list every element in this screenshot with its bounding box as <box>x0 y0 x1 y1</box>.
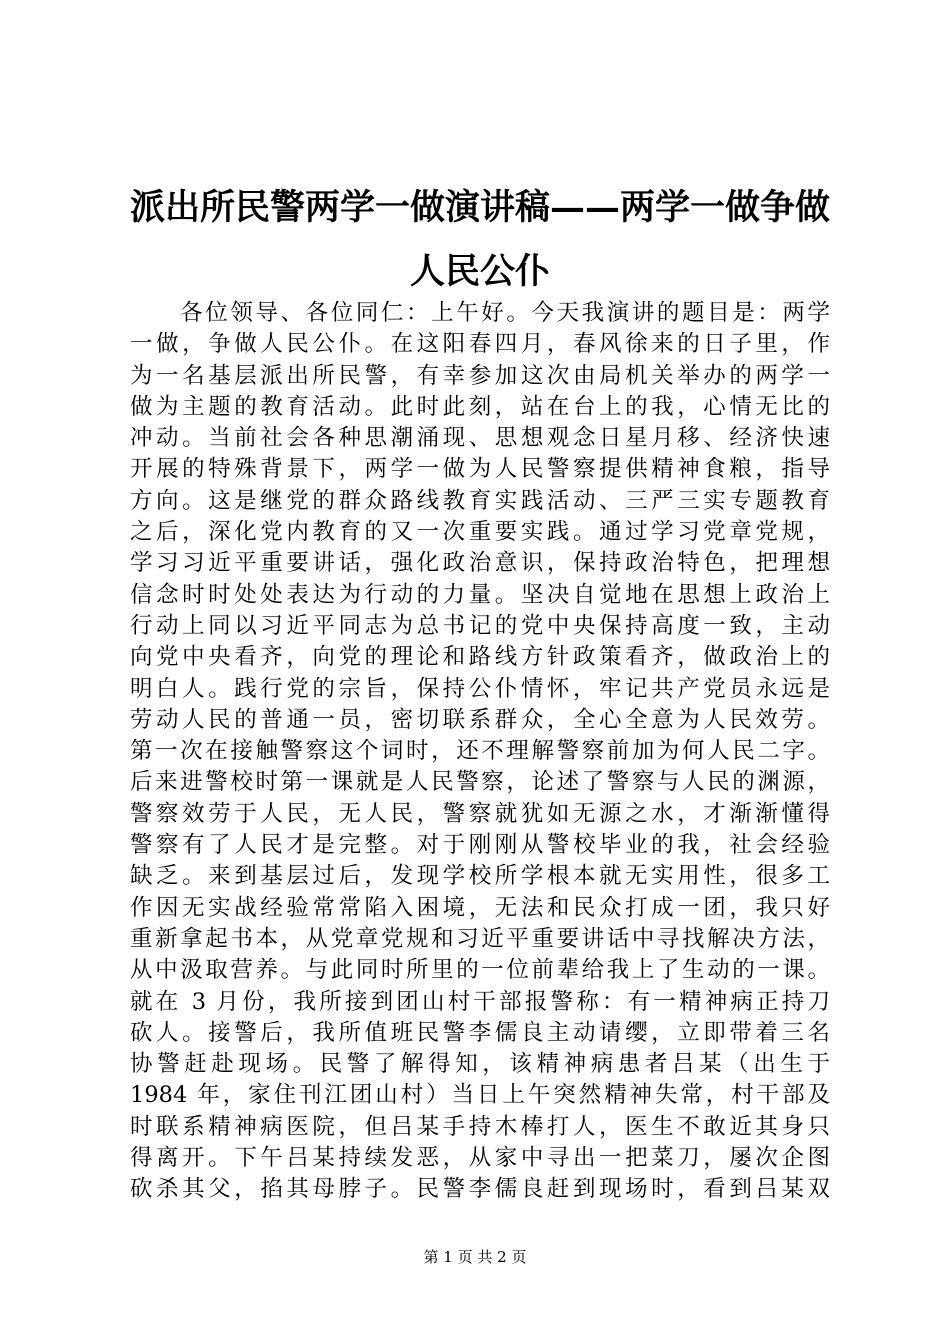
document-title-line-1: 派出所民警两学一做演讲稿——两学一做争做 <box>129 187 830 228</box>
body-text-line: 得离开。下午吕某持续发恶，从家中寻出一把菜刀，屡次企图 <box>130 1145 830 1172</box>
body-text-line: 砍杀其父，掐其母脖子。民警李儒良赶到现场时，看到吕某双 <box>130 1176 830 1203</box>
document-title-line-2: 人民公仆 <box>409 251 550 292</box>
body-text-line: 重新拿起书本，从党章党规和习近平重要讲话中寻找解决方法， <box>130 925 830 952</box>
body-text-line: 第一次在接触警察这个词时，还不理解警察前加为何人民二字。 <box>130 738 830 765</box>
body-text-line: 向党中央看齐，向党的理论和路线方针政策看齐，做政治上的 <box>130 644 830 671</box>
body-text-line: 一做，争做人民公仆。在这阳春四月，春风徐来的日子里，作 <box>130 331 830 358</box>
body-text-line: 砍人。接警后，我所值班民警李儒良主动请缨，立即带着三名 <box>130 1019 830 1046</box>
body-text-line: 信念时时处处表达为行动的力量。坚决自觉地在思想上政治上 <box>130 581 830 608</box>
body-text-line: 协警赶赴现场。民警了解得知，该精神病患者吕某（出生于 <box>130 1051 830 1078</box>
body-text-line: 学习习近平重要讲话，强化政治意识，保持政治特色，把理想 <box>130 550 830 577</box>
body-text-line: 缺乏。来到基层过后，发现学校所学根本就无实用性，很多工 <box>130 863 830 890</box>
body-text-line: 1984 年，家住刊江团山村）当日上午突然精神失常，村干部及 <box>130 1082 830 1109</box>
body-text-line: 各位领导、各位同仁：上午好。今天我演讲的题目是：两学 <box>130 300 830 326</box>
body-text-line: 警察效劳于人民，无人民，警察就犹如无源之水，才渐渐懂得 <box>130 800 830 827</box>
body-text-line: 劳动人民的普通一员，密切联系群众，全心全意为人民效劳。 <box>130 706 830 733</box>
page-footer: 第 1 页 共 2 页 <box>423 1248 527 1266</box>
body-text-line: 从中汲取营养。与此同时所里的一位前辈给我上了生动的一课。 <box>130 957 830 984</box>
body-text-line: 明白人。践行党的宗旨，保持公仆情怀，牢记共产党员永远是 <box>130 675 830 702</box>
body-text-line: 就在 3 月份，我所接到团山村干部报警称：有一精神病正持刀 <box>130 988 830 1015</box>
body-text-line: 行动上同以习近平同志为总书记的党中央保持高度一致，主动 <box>130 612 830 639</box>
body-text-line: 开展的特殊背景下，两学一做为人民警察提供精神食粮，指导 <box>130 456 830 483</box>
body-text-line: 冲动。当前社会各种思潮涌现、思想观念日星月移、经济快速 <box>130 425 830 452</box>
body-text-line: 作因无实战经验常常陷入困境，无法和民众打成一团，我只好 <box>130 894 830 921</box>
body-text-line: 为一名基层派出所民警，有幸参加这次由局机关举办的两学一 <box>130 362 830 389</box>
body-text-line: 警察有了人民才是完整。对于刚刚从警校毕业的我，社会经验 <box>130 832 830 859</box>
document-body <box>130 298 830 1206</box>
body-text-line: 之后，深化党内教育的又一次重要实践。通过学习党章党规， <box>130 519 830 546</box>
body-text-line: 时联系精神病医院，但吕某手持木棒打人，医生不敢近其身只 <box>130 1113 830 1140</box>
body-text-line: 做为主题的教育活动。此时此刻，站在台上的我，心情无比的 <box>130 393 830 420</box>
body-text-line: 后来进警校时第一课就是人民警察，论述了警察与人民的渊源， <box>130 769 830 796</box>
body-text-line: 方向。这是继党的群众路线教育实践活动、三严三实专题教育 <box>130 487 830 514</box>
